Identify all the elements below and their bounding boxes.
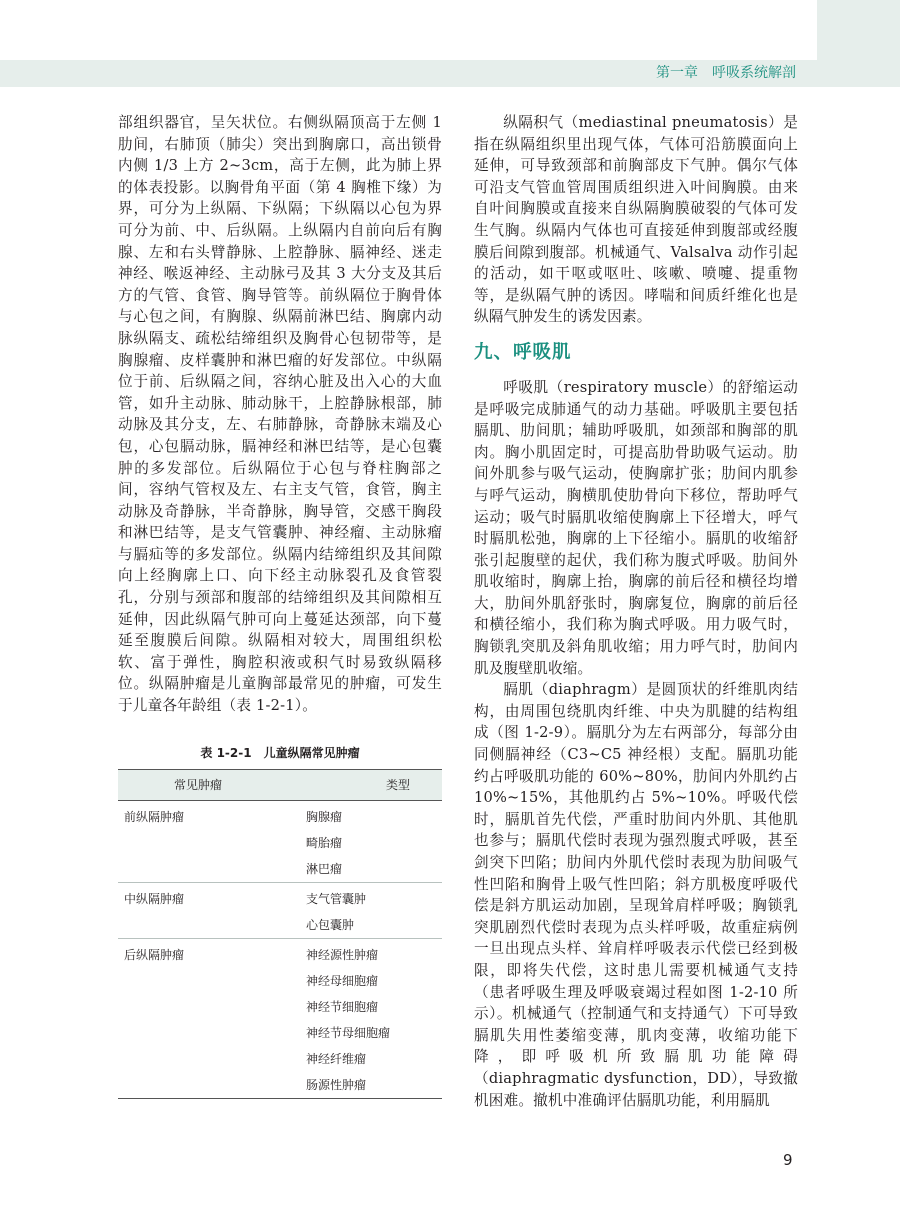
- table-row: [118, 856, 442, 883]
- table-cell-type: 胸腺瘤: [306, 809, 343, 824]
- table-cell-type: 神经纤维瘤: [306, 1051, 367, 1066]
- table-row: [118, 1020, 442, 1046]
- respiratory-muscle-paragraph: 呼吸肌（respiratory muscle）的舒缩运动是呼吸完成肺通气的动力基础。呼吸肌主要包括膈肌、肋间肌；辅助呼吸肌，如颈部和胸部的肌肉。胸小肌固定时，可提高肋骨助吸气运动。肋间外肌参与吸气运动，使胸廓扩张；肋间内肌参与呼气运动，胸横肌使肋骨向下移位，帮助呼气运动；吸气时膈肌收缩使胸廓上下径增大，呼气时膈肌松弛，胸廓的上下径缩小。膈肌的收缩舒张引起腹壁的起伏，我们称为腹式呼吸。肋间外肌收缩时，胸廓上抬，胸廓的前后径和横径均增大，肋间外肌舒张时，胸廓复位，胸廓的前后径和横径缩小，我们称为胸式呼吸。用力吸气时，胸锁乳突肌及斜角肌收缩；用力呼气时，肋间内肌及腹壁肌收缩。: [474, 378, 798, 677]
- corner-tab: [817, 0, 900, 87]
- table-cell-type: 支气管囊肿: [306, 891, 367, 906]
- running-header: [656, 63, 796, 83]
- chapter-number: 第一章: [656, 65, 698, 81]
- tumor-table: [118, 769, 442, 1099]
- table-row: [118, 994, 442, 1020]
- right-column: [474, 112, 798, 1111]
- table-cell-category: 后纵隔肿瘤: [124, 947, 185, 962]
- chapter-title: 呼吸系统解剖: [712, 65, 796, 81]
- mediastinum-paragraph: 部组织器官，呈矢状位。右侧纵隔顶高于左侧 1 肋间，右肺顶（肺尖）突出到胸廓口，高出锁骨内侧 1/3 上方 2~3cm，高于左侧，此为肺上界的体表投影。以胸骨角平面（第 4 胸椎下缘）为界，可分为上纵隔、下纵隔；下纵隔以心包为界可分为前、中、后纵隔。上纵隔内自前向后有胸腺、左和右头臂静脉、上腔静脉、膈神经、迷走神经、喉返神经、主动脉弓及其 3 大分支及其后方的气管、食管、胸导管等。前纵隔位于胸骨体与心包之间，有胸腺、纵隔前淋巴结、胸廓内动脉纵隔支、疏松结缔组织及胸骨心包韧带等，是胸腺瘤、皮样囊肿和淋巴瘤的好发部位。中纵隔位于前、后纵隔之间，容纳心脏及出入心的大血管，如升主动脉、肺动脉干，上腔静脉根部，肺动脉及其分支，左、右肺静脉，奇静脉末端及心包，心包膈动脉，膈神经和淋巴结等，是心包囊肿的多发部位。后纵隔位于心包与脊柱胸部之间，容纳气管杈及左、右主支气管，食管，胸主动脉及奇静脉，半奇静脉，胸导管，交感干胸段和淋巴结等，是支气管囊肿、神经瘤、主动脉瘤与膈疝等的多发部位。纵隔内结缔组织及其间隙向上经胸廓上口、向下经主动脉裂孔及食管裂孔，分别与颈部和腹部的结缔组织及其间隙相互延伸，因此纵隔气肿可向上蔓延达颈部，向下蔓延至腹膜后间隙。纵隔相对较大，周围组织松软、富于弹性，胸腔积液或积气时易致纵隔移位。纵隔肿瘤是儿童胸部最常见的肿瘤，可发生于儿童各年龄组（表 1-2-1）。: [118, 114, 442, 715]
- table-cell-type: 神经节细胞瘤: [306, 999, 379, 1014]
- table-cell-type: 神经源性肿瘤: [306, 947, 379, 962]
- mediastinal-pneumatosis-paragraph: 纵隔积气（mediastinal pneumatosis）是指在纵隔组织里出现气体，气体可沿筋膜面向上延伸，可导致颈部和前胸部皮下气肿。偶尔气体可沿支气管血管周围质组织进入叶间胸膜。由来自叶间胸膜或直接来自纵隔胸膜破裂的气体可发生气胸。纵隔内气体也可直接延伸到腹部或经腹膜后间隙到腹部。机械通气、Valsalva 动作引起的活动，如干呕或呕吐、咳嗽、喷嚏、提重物等，是纵隔气肿的诱因。哮喘和间质纤维化也是纵隔气肿发生的诱发因素。: [474, 114, 798, 326]
- table-cell-category: 中纵隔肿瘤: [124, 891, 185, 906]
- table-row: [118, 912, 442, 939]
- table-cell-type: 神经母细胞瘤: [306, 973, 379, 988]
- table-row: [118, 968, 442, 994]
- table-row: [118, 1072, 442, 1099]
- page-number: 9: [783, 1151, 793, 1169]
- table-cell-category: 前纵隔肿瘤: [124, 809, 185, 824]
- table-row: [118, 830, 442, 856]
- table-cell-type: 肠源性肿瘤: [298, 1072, 442, 1099]
- table-cell-type: 畸胎瘤: [306, 835, 343, 850]
- table-cell-type: 神经节母细胞瘤: [306, 1025, 391, 1040]
- table-cell-type: 淋巴瘤: [298, 856, 442, 883]
- table-caption: 表 1-2-1 儿童纵隔常见肿瘤: [200, 745, 360, 760]
- table-row: [118, 1046, 442, 1072]
- table-row: [118, 800, 442, 830]
- table-header-type: 类型: [298, 769, 442, 800]
- diaphragm-paragraph: 膈肌（diaphragm）是圆顶状的纤维肌肉结构，由周围包绕肌肉纤维、中央为肌腱的结构组成（图 1-2-9）。膈肌分为左右两部分，每部分由同侧膈神经（C3~C5 神经根）支配。膈肌功能约占呼吸肌功能的 60%~80%，肋间内外肌约占 10%~15%，其他肌约占 5%~10%。呼吸代偿时，膈肌首先代偿，严重时肋间内外肌、其他肌也参与；膈肌代偿时表现为强烈腹式呼吸，甚至剑突下凹陷；肋间内外肌代偿时表现为肋间吸气性凹陷和胸骨上吸气性凹陷；斜方肌极度呼吸代偿是斜方肌运动加剧，呈现耸肩样呼吸；胸锁乳突肌剧烈代偿时表现为点头样呼吸，故重症病例一旦出现点头样、耸肩样呼吸表示代偿已经到极限，即将失代偿，这时患儿需要机械通气支持（患者呼吸生理及呼吸衰竭过程如图 1-2-10 所示）。机械通气（控制通气和支持通气）下可导致膈肌失用性萎缩变薄，肌肉变薄，收缩功能下降，即呼吸机所致膈肌功能障碍（diaphragmatic dysfunction，DD），导致撤机困难。撤机中准确评估膈肌功能，利用膈肌: [474, 681, 798, 1109]
- table-row: [118, 882, 442, 912]
- left-column: [118, 112, 442, 1099]
- section-heading: 九、呼吸肌: [474, 341, 572, 363]
- table-header-category: 常见肿瘤: [118, 769, 298, 800]
- table-row: [118, 938, 442, 968]
- table-header-row: [118, 769, 442, 800]
- table-cell-type: 心包囊肿: [298, 912, 442, 939]
